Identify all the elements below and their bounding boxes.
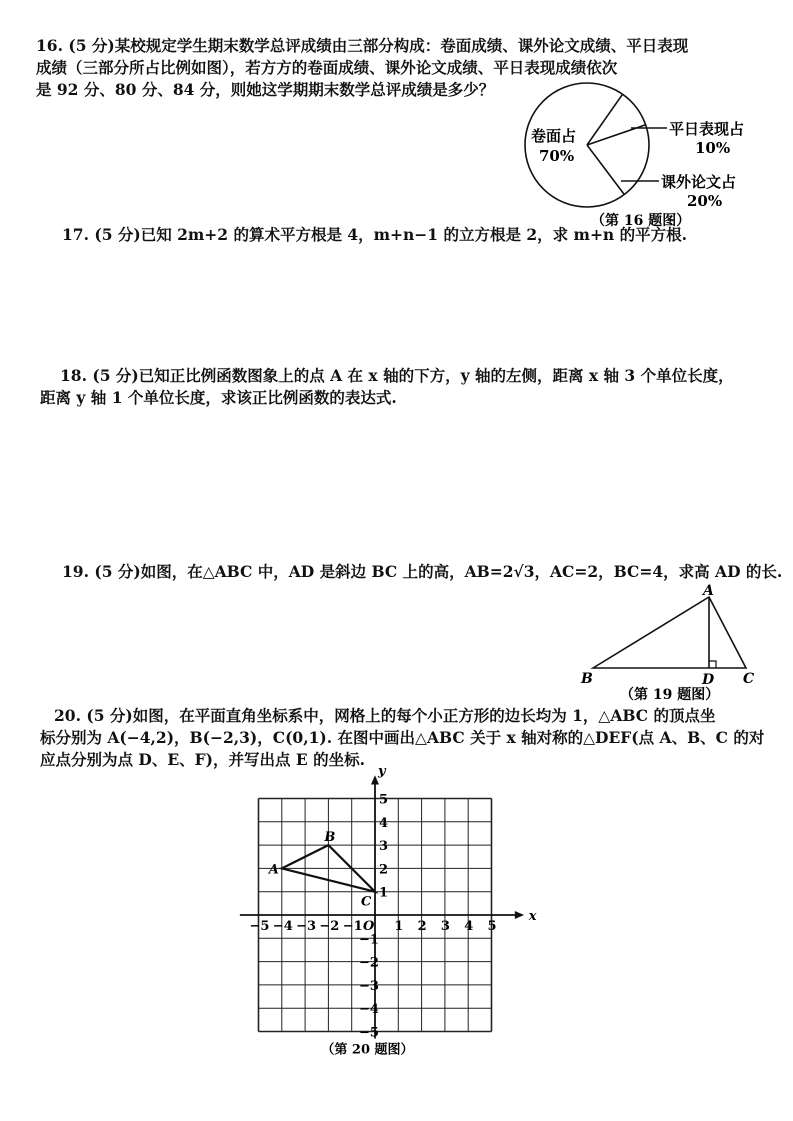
- y-tick-label: 4: [379, 815, 389, 831]
- origin-label: O: [363, 919, 375, 934]
- x-tick-label: −3: [296, 919, 317, 934]
- right-angle-mark: [709, 661, 716, 668]
- grid-label-c: C: [361, 894, 372, 910]
- figure-16-caption: （第 16 题图）: [591, 213, 691, 229]
- y-tick-label: 3: [379, 839, 389, 855]
- question-19-text: 19. (5 分)如图，在△ABC 中，AD 是斜边 BC 上的高，AB=2√3，AC=2，BC=4，求高 AD 的长.: [62, 562, 783, 581]
- question-20-line-3: 应点分别为点 D、E、F)，并写出点 E 的坐标.: [40, 750, 365, 769]
- x-axis-arrow: [515, 911, 524, 919]
- y-tick-label: −2: [359, 955, 379, 971]
- x-tick-label: 5: [487, 919, 497, 934]
- pie-pct-juanmian: 70%: [539, 147, 575, 165]
- question-17-text: 17. (5 分)已知 2m+2 的算术平方根是 4，m+n−1 的立方根是 2，求 m+n 的平方根.: [62, 225, 687, 244]
- pie-pct-kewai: 20%: [687, 192, 723, 210]
- x-tick-label: −5: [249, 919, 270, 934]
- question-18-line-2: 距离 y 轴 1 个单位长度，求该正比例函数的表达式.: [40, 388, 397, 407]
- y-axis-label: y: [378, 764, 386, 780]
- x-tick-label: 1: [394, 919, 404, 934]
- y-tick-label: −5: [359, 1025, 379, 1041]
- x-tick-label: 2: [417, 919, 427, 934]
- figure-20-caption: （第 20 题图）: [321, 1042, 414, 1058]
- pie-sector-line-1: [587, 94, 623, 145]
- x-tick-label: 3: [440, 919, 450, 934]
- x-tick-label: −4: [272, 919, 293, 934]
- x-axis-label: x: [528, 909, 537, 924]
- y-tick-label: −3: [359, 978, 379, 994]
- x-tick-label: 4: [464, 919, 474, 934]
- x-tick-label: −2: [319, 919, 340, 934]
- question-18: [40, 365, 760, 409]
- pie-label-juanmian: 卷面占: [531, 127, 577, 145]
- y-tick-label: −1: [359, 932, 379, 948]
- tick-labels: [250, 793, 497, 1041]
- question-20-line-2: 标分别为 A(−4,2)，B(−2,3)，C(0,1). 在图中画出△ABC 关于 x 轴对称的△DEF(点 A、B、C 的对: [40, 728, 765, 747]
- question-19: [62, 561, 783, 583]
- pie-chart-figure-16: [515, 80, 775, 230]
- question-20-line-1: 20. (5 分)如图，在平面直角坐标系中，网格上的每个小正方形的边长均为 1，△ABC 的顶点坐: [54, 706, 716, 725]
- pie-sector-line-3: [587, 145, 624, 195]
- y-tick-label: 5: [379, 792, 389, 808]
- question-20: [40, 705, 770, 771]
- pie-pct-pingri: 10%: [695, 139, 731, 157]
- vertex-label-b: B: [581, 671, 593, 687]
- question-18-line-1: 18. (5 分)已知正比例函数图象上的点 A 在 x 轴的下方，y 轴的左侧，距离 x 轴 3 个单位长度，: [60, 366, 734, 385]
- question-17: [62, 224, 702, 246]
- question-16-line-1: 16. (5 分)某校规定学生期末数学总评成绩由三部分构成：卷面成绩、课外论文成绩、平日表现: [36, 36, 689, 55]
- figure-19-caption: （第 19 题图）: [620, 687, 720, 703]
- x-tick-label: −1: [342, 919, 363, 934]
- grid-label-b: B: [324, 830, 336, 846]
- vertex-label-d: D: [702, 672, 715, 688]
- triangle-abc: [593, 597, 746, 668]
- axes: [240, 775, 524, 1038]
- question-16-line-3: 是 92 分、80 分、84 分，则她这学期期末数学总评成绩是多少？: [36, 80, 495, 99]
- question-16: [36, 35, 689, 101]
- triangle-figure-19: [575, 585, 760, 705]
- pie-label-pingri: 平日表现占: [669, 120, 745, 138]
- coordinate-grid-figure-20: [235, 764, 537, 1072]
- y-tick-label: 1: [379, 885, 389, 901]
- vertex-label-c: C: [743, 671, 755, 687]
- y-tick-label: 2: [379, 862, 389, 878]
- grid-label-a: A: [268, 862, 279, 878]
- question-16-line-2: 成绩（三部分所占比例如图），若方方的卷面成绩、课外论文成绩、平日表现成绩依次: [36, 58, 618, 77]
- vertex-label-a: A: [703, 583, 714, 599]
- y-tick-label: −4: [359, 1002, 379, 1018]
- pie-label-kewai: 课外论文占: [661, 173, 737, 191]
